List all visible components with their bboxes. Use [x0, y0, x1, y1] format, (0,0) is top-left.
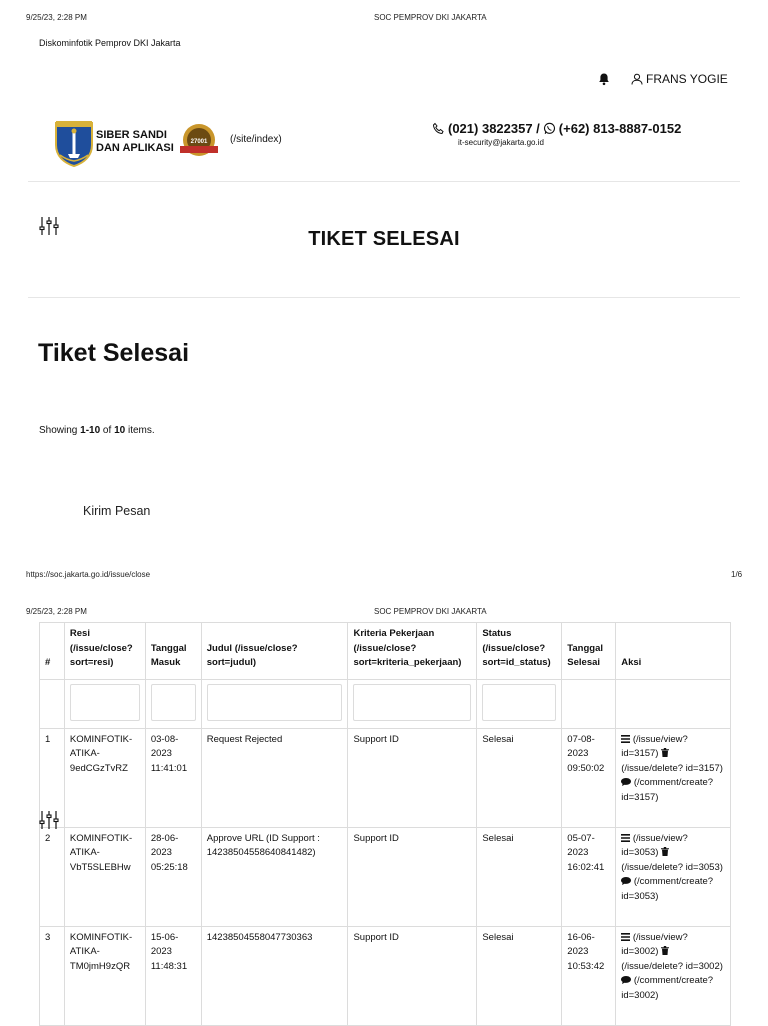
view-link[interactable]: (/issue/view? id=3053)	[621, 832, 688, 858]
cell-kriteria: Support ID	[348, 926, 477, 1025]
comment-icon[interactable]	[621, 877, 631, 885]
items-summary	[39, 425, 155, 436]
phone-number: (021) 3822357 /	[448, 121, 540, 136]
col-header-status[interactable]: Status (/issue/close? sort=id_status)	[477, 623, 562, 680]
list-icon	[621, 735, 630, 743]
comment-link[interactable]: (/comment/create? id=3053)	[621, 876, 714, 902]
summary-total: 10	[114, 425, 126, 436]
filter-cell	[562, 679, 616, 728]
cell-tanggal-masuk: 03-08-2023 11:41:01	[145, 728, 201, 827]
whatsapp-icon	[543, 122, 556, 135]
cell-judul: Approve URL (ID Support : 14238504558640841482)	[201, 827, 348, 926]
cell-tanggal-selesai: 05-07-2023 16:02:41	[562, 827, 616, 926]
filter-cell	[477, 679, 562, 728]
summary-range: 1-10	[80, 425, 101, 436]
cell-number: 3	[40, 926, 65, 1025]
filter-tanggal-masuk-input[interactable]	[151, 684, 196, 721]
view-action[interactable]	[621, 734, 688, 760]
contact-phone	[432, 121, 681, 136]
print-date-page-2: 9/25/23, 2:28 PM	[26, 607, 87, 616]
filter-cell	[616, 679, 731, 728]
view-action[interactable]	[621, 932, 688, 958]
cell-aksi	[616, 728, 731, 827]
col-header-tanggal-selesai: Tanggal Selesai	[562, 623, 616, 680]
cell-judul: 14238504558047730363	[201, 926, 348, 1025]
comment-link[interactable]: (/comment/create? id=3157)	[621, 777, 714, 803]
summary-prefix: Showing	[39, 425, 81, 436]
print-title: SOC PEMPROV DKI JAKARTA	[374, 13, 487, 22]
brand-line-1: SIBER SANDI	[96, 129, 167, 141]
cell-tanggal-selesai: 07-08-2023 09:50:02	[562, 728, 616, 827]
cell-status: Selesai	[477, 926, 562, 1025]
filter-cell	[145, 679, 201, 728]
table-header-row	[40, 623, 731, 680]
cell-aksi	[616, 827, 731, 926]
kirim-pesan-button[interactable]: Kirim Pesan	[83, 504, 151, 518]
page-title: TIKET SELESAI	[308, 228, 460, 250]
print-url: https://soc.jakarta.go.id/issue/close	[26, 570, 151, 579]
col-header-number: #	[40, 623, 65, 680]
cell-number: 2	[40, 827, 65, 926]
view-link[interactable]: (/issue/view? id=3002)	[621, 931, 688, 957]
col-header-resi[interactable]: Resi (/issue/close? sort=resi)	[64, 623, 145, 680]
whatsapp-number: (+62) 813-8887-0152	[558, 121, 682, 136]
comment-icon[interactable]	[621, 976, 631, 984]
list-icon	[621, 834, 630, 842]
section-heading: Tiket Selesai	[38, 339, 190, 367]
filter-row	[40, 679, 731, 728]
summary-suffix: items.	[125, 425, 155, 436]
iso-certified-badge-icon	[178, 122, 220, 162]
filter-resi-input[interactable]	[70, 684, 140, 721]
filter-judul-input[interactable]	[207, 684, 343, 721]
cell-status: Selesai	[477, 728, 562, 827]
contact-email: it-security@jakarta.go.id	[458, 138, 544, 147]
user-icon	[631, 73, 643, 85]
cell-status: Selesai	[477, 827, 562, 926]
trash-icon[interactable]	[661, 748, 669, 757]
site-index-link[interactable]: (/site/index)	[230, 134, 282, 145]
bell-icon[interactable]	[597, 72, 611, 86]
user-name: FRANS YOGIE	[646, 72, 728, 86]
filter-cell	[348, 679, 477, 728]
cell-resi: KOMINFOTIK-ATIKA-VbT5SLEBHw	[64, 827, 145, 926]
col-header-judul[interactable]: Judul (/issue/close? sort=judul)	[201, 623, 348, 680]
user-menu[interactable]	[631, 72, 728, 86]
list-icon	[621, 933, 630, 941]
header-divider	[28, 181, 740, 182]
delete-link[interactable]: (/issue/delete? id=3002)	[621, 960, 723, 972]
trash-icon[interactable]	[661, 847, 669, 856]
cell-number: 1	[40, 728, 65, 827]
cell-tanggal-masuk: 15-06-2023 11:48:31	[145, 926, 201, 1025]
comment-icon[interactable]	[621, 778, 631, 786]
cell-aksi	[616, 926, 731, 1025]
view-action[interactable]	[621, 833, 688, 859]
col-header-aksi: Aksi	[616, 623, 731, 680]
brand-line-2: DAN APLIKASI	[96, 142, 174, 154]
cell-kriteria: Support ID	[348, 728, 477, 827]
print-date: 9/25/23, 2:28 PM	[26, 13, 87, 22]
trash-icon[interactable]	[661, 946, 669, 955]
cell-resi: KOMINFOTIK-ATIKA-9edCGzTvRZ	[64, 728, 145, 827]
sliders-icon[interactable]	[39, 810, 59, 830]
cell-resi: KOMINFOTIK-ATIKA-TM0jmH9zQR	[64, 926, 145, 1025]
cell-tanggal-masuk: 28-06-2023 05:25:18	[145, 827, 201, 926]
comment-link[interactable]: (/comment/create? id=3002)	[621, 975, 714, 1001]
delete-link[interactable]: (/issue/delete? id=3157)	[621, 762, 723, 774]
col-header-kriteria[interactable]: Kriteria Pekerjaan (/issue/close? sort=kriteria_pekerjaan)	[348, 623, 477, 680]
filter-cell	[201, 679, 348, 728]
print-page-number: 1/6	[731, 570, 743, 579]
filter-kriteria-input[interactable]	[353, 684, 471, 721]
col-header-tanggal-masuk: Tanggal Masuk	[145, 623, 201, 680]
view-link[interactable]: (/issue/view? id=3157)	[621, 733, 688, 759]
filter-status-input[interactable]	[482, 684, 556, 721]
department-name: Diskominfotik Pemprov DKI Jakarta	[39, 38, 181, 48]
cert-number: 27001	[190, 139, 208, 145]
title-divider	[28, 297, 740, 298]
delete-link[interactable]: (/issue/delete? id=3053)	[621, 861, 723, 873]
filter-cell	[64, 679, 145, 728]
table-row	[40, 728, 731, 827]
filter-cell	[40, 679, 65, 728]
print-title-page-2: SOC PEMPROV DKI JAKARTA	[374, 607, 487, 616]
phone-icon	[432, 122, 445, 135]
jakarta-crest-icon	[54, 119, 94, 167]
cell-tanggal-selesai: 16-06-2023 10:53:42	[562, 926, 616, 1025]
cell-kriteria: Support ID	[348, 827, 477, 926]
issue-table	[39, 622, 731, 1026]
table-row	[40, 827, 731, 926]
cell-judul: Request Rejected	[201, 728, 348, 827]
brand-text	[96, 129, 174, 155]
summary-mid: of	[100, 425, 115, 436]
table-row	[40, 926, 731, 1025]
